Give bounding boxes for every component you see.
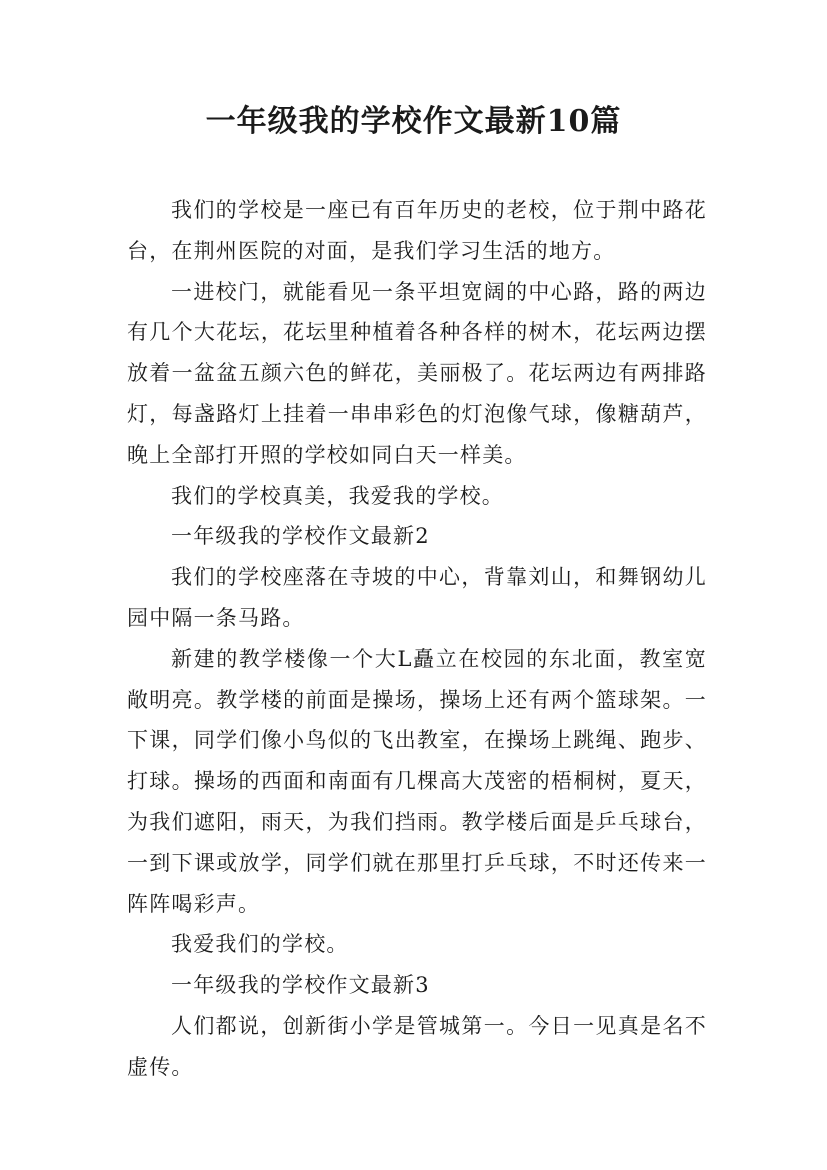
paragraph-3: 我们的学校真美，我爱我的学校。 [171,483,504,508]
paragraph-5: 新建的教学楼像一个大L矗立在校园的东北面，教室宽敞明亮。教学楼的前面是操场，操场上还有两个篮球架。一下课，同学们像小鸟似的飞出教室，在操场上跳绳、跑步、打球。操场的西面和南面有几棵高大茂密的梧桐树，夏天，为我们遮阳，雨天，为我们挡雨。教学楼后面是乒乓球台，一到下课或放学，同学们就在那里打乒乓球，不时还传来一阵阵喝彩声。 [127,646,707,916]
paragraph-7: 人们都说，创新街小学是管城第一。今日一见真是名不虚传。 [127,1013,707,1079]
document-body [127,190,707,1088]
section-heading-3: 一年级我的学校作文最新3 [171,973,430,998]
section-heading-2: 一年级我的学校作文最新2 [171,524,430,549]
paragraph-2: 一进校门，就能看见一条平坦宽阔的中心路，路的两边有几个大花坛，花坛里种植着各种各样的树木，花坛两边摆放着一盆盆五颜六色的鲜花，美丽极了。花坛两边有两排路灯，每盏路灯上挂着一串串彩色的灯泡像气球，像糖葫芦，晚上全部打开照的学校如同白天一样美。 [127,279,707,467]
paragraph-4: 我们的学校座落在寺坡的中心，背靠刘山，和舞钢幼儿园中隔一条马路。 [127,565,707,630]
paragraph-1: 我们的学校是一座已有百年历史的老校，位于荆中路花台，在荆州医院的对面，是我们学习生活的地方。 [127,198,707,263]
document-title: 一年级我的学校作文最新10篇 [205,104,622,139]
paragraph-6: 我爱我们的学校。 [171,932,349,957]
